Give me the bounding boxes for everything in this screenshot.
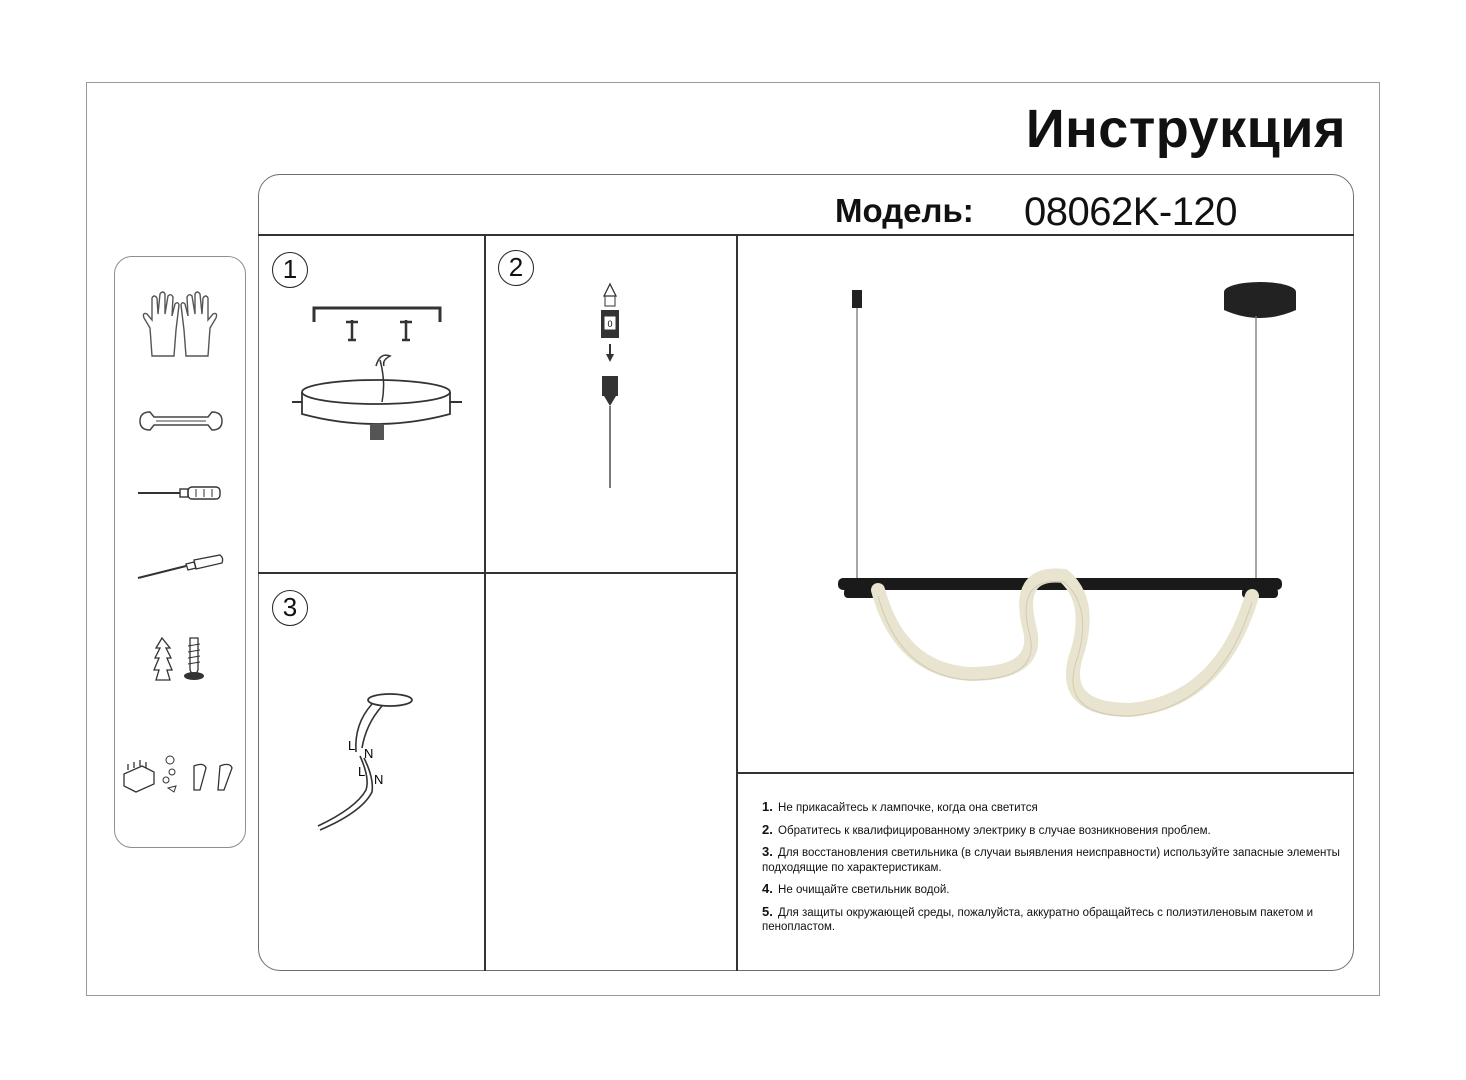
note-item: 1. Не прикасайтесь к лампочке, когда она светится bbox=[762, 799, 1038, 814]
divider-col-2 bbox=[736, 234, 738, 971]
wire-label-n-top: N bbox=[364, 746, 374, 761]
step-2-cable-grip-diagram bbox=[590, 282, 630, 492]
plug-mark: 0 bbox=[607, 319, 613, 329]
note-item: 2. Обратитесь к квалифицированному электрику в случае возникновения проблем. bbox=[762, 821, 1211, 837]
step-3-wiring-diagram bbox=[312, 688, 422, 832]
step-3-number: 3 bbox=[272, 590, 308, 626]
safety-notes-list bbox=[762, 800, 1342, 942]
wrench-icon bbox=[138, 408, 224, 434]
divider-col-1 bbox=[484, 234, 486, 971]
divider-row-left bbox=[258, 572, 737, 574]
divider-header bbox=[258, 234, 1354, 236]
step-1-number: 1 bbox=[272, 252, 308, 288]
screwdriver-flat-icon bbox=[136, 484, 224, 502]
model-label: Модель: bbox=[835, 192, 974, 229]
screwdriver-phillips-icon bbox=[136, 554, 226, 580]
gloves-icon bbox=[140, 290, 220, 358]
note-item: 4. Не очищайте светильник водой. bbox=[762, 881, 950, 896]
anchor-screw-icon bbox=[152, 636, 212, 684]
wire-label-l-top: L bbox=[348, 738, 356, 753]
pendant-lamp-illustration bbox=[830, 270, 1290, 720]
note-item: 5. Для защиты окружающей среды, пожалуйста, аккуратно обращайтесь с полиэтиленовым пакетом и пенопластом. bbox=[762, 903, 1314, 933]
note-item: 3. Для восстановления светильника (в случаи выявления неисправности) используйте запасные элементы подходящие по характеристикам. bbox=[762, 844, 1340, 874]
model-value: 08062K-120 bbox=[1024, 190, 1237, 234]
wire-label-l-bottom: L bbox=[358, 764, 366, 779]
wire-label-n-bottom: N bbox=[374, 772, 384, 787]
connector-parts-icon bbox=[120, 750, 240, 796]
step-2-number: 2 bbox=[498, 250, 534, 286]
divider-row-right bbox=[736, 772, 1354, 774]
step-1-canopy-diagram bbox=[290, 300, 480, 450]
page-title: Инструкция bbox=[1025, 99, 1346, 159]
